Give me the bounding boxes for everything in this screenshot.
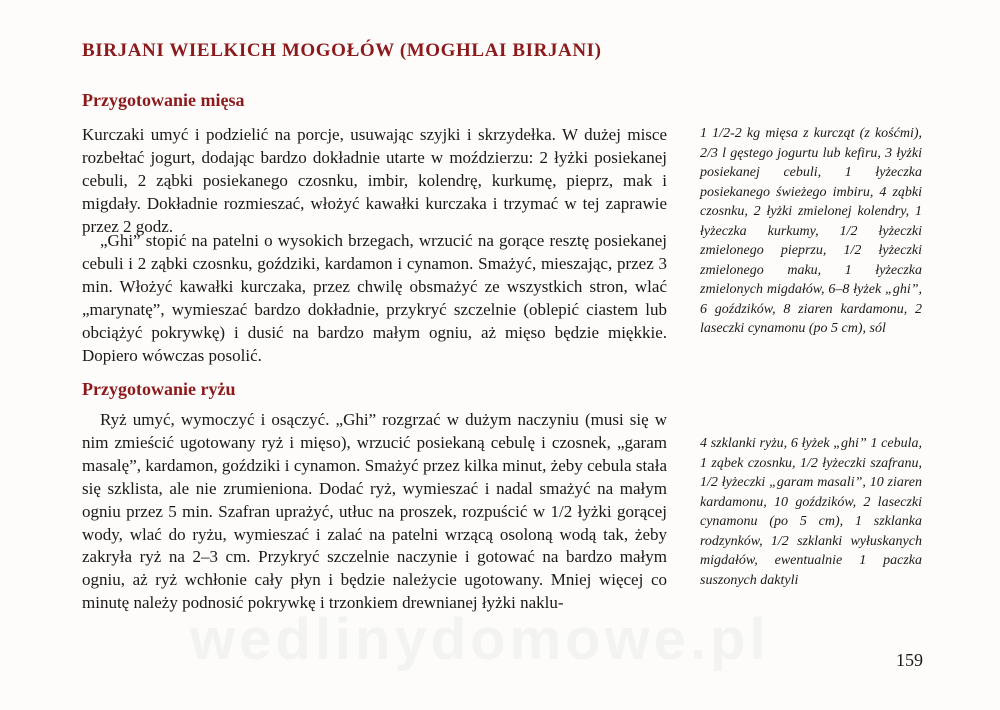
meat-paragraph-2: „Ghi” stopić na patelni o wysokich brzegach, wrzucić na gorące resztę posiekanej cebuli i 2 ząbki czosnku, goździki, kardamon i cynamon. Smażyć, mieszając, przez 3 min. Włożyć kawałki kurczaka, przez chwilę obsmażyć ze wszystkich stron, wlać „marynatę”, wymieszać bardzo dokładnie, przykryć szczelnie (oblepić ciastem lub obciążyć pokrywkę) i dusić na bardzo małym ogniu, aż mięso będzie miękkie. Dopiero wówczas posolić.	[82, 231, 667, 365]
meat-section-heading: Przygotowanie mięsa	[82, 90, 245, 110]
rice-ingredients-note: 4 szklanki ryżu, 6 łyżek „ghi” 1 cebula, 1 ząbek czosnku, 1/2 łyżeczki szafranu, 1/2 łyżeczki „garam masali”, 10 ziaren kardamonu, 10 goździków, 2 laseczki cynamonu (po 5 cm), 1 szklanka rodzynków, 1/2 szklanki wyłuskanych migdałów, ewentualnie 1 paczka suszonych daktyli	[700, 436, 922, 588]
meat-ingredients-note: 1 1/2-2 kg mięsa z kurcząt (z kośćmi), 2/3 l gęstego jogurtu lub kefiru, 3 łyżki posiekanej cebuli, 1 łyżeczka posiekanego świeżego imbiru, 4 ząbki czosnku, 2 łyżki zmielonej kolendry, 1 łyżeczka kurkumy, 1/2 łyżeczki zmielonego pieprzu, 1/2 łyżeczki zmielonego maku, 1 łyżeczka zmielonych migdałów, 6–8 łyżek „ghi”, 6 goździków, 8 ziaren kardamonu, 2 laseczki cynamonu (po 5 cm), sól	[700, 126, 922, 336]
watermark: wedlinydomowe.pl	[190, 607, 770, 672]
recipe-title: BIRJANI WIELKICH MOGOŁÓW (MOGHLAI BIRJANI)	[82, 40, 602, 61]
meat-paragraph-1: Kurczaki umyć i podzielić na porcje, usuwając szyjki i skrzydełka. W dużej misce rozbełtać jogurt, dodając bardzo dokładnie utarte w moździerzu: 2 łyżki posiekanej cebuli, 2 ząbki posiekanego czosnku, imbir, kolendrę, kurkumę, pieprz, mak i migdały. Dokładnie rozmieszać, włożyć kawałki kurczaka i trzymać w tej zaprawie przez 2 godz.	[82, 125, 667, 236]
rice-paragraph: Ryż umyć, wymoczyć i osączyć. „Ghi” rozgrzać w dużym naczyniu (musi się w nim zmieścić ugotowany ryż i mięso), wrzucić posiekaną cebulę i czosnek, „garam masalę”, kardamon, goździki i cynamon. Smażyć przez kilka minut, żeby cebula stała się szklista, ale nie zrumieniona. Dodać ryż, wymieszać i nadal smażyć na małym ogniu przez 5 min. Szafran uprażyć, utłuc na proszek, rozpuścić w 1/2 łyżki gorącej wody, wlać do ryżu, wymieszać i zalać na patelni wrzącą osoloną wodą tak, żeby zakryła ryż na 2–3 cm. Przykryć szczelnie naczynie i gotować na bardzo małym ogniu, aż ryż wchłonie cały płyn i będzie należycie ugotowany. Mniej więcej co minutę należy podnosić pokrywkę i trzonkiem drewnianej łyżki naklu-	[82, 410, 667, 613]
rice-section-heading: Przygotowanie ryżu	[82, 379, 236, 399]
page-number: 159	[896, 650, 923, 670]
